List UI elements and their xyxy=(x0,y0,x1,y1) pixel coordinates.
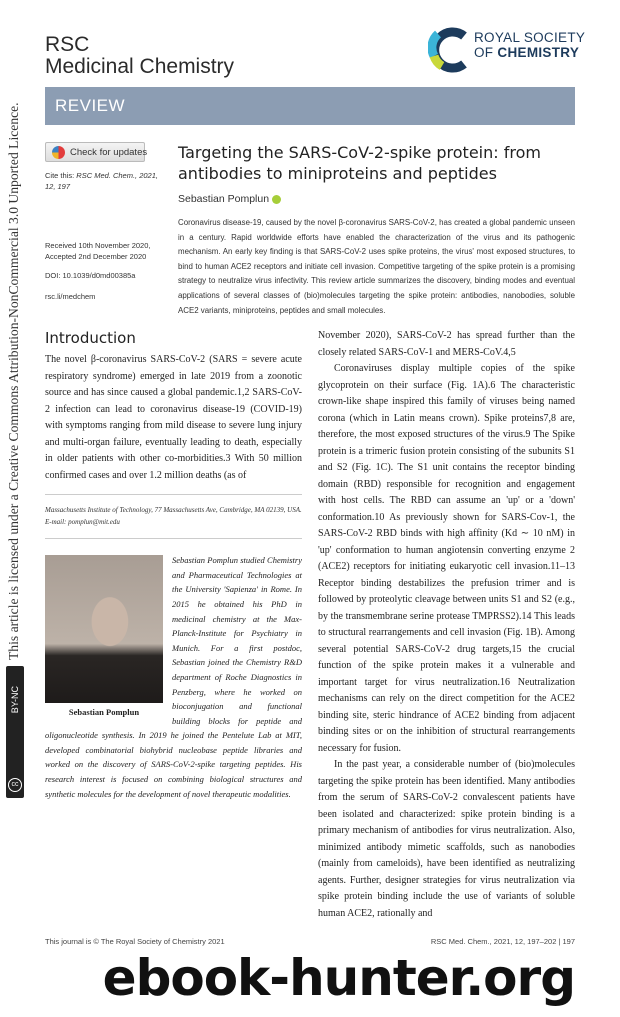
photo-caption: Sebastian Pomplun xyxy=(68,707,140,718)
footer-copyright: This journal is © The Royal Society of Chemistry 2021 xyxy=(45,937,225,947)
updates-icon xyxy=(52,146,65,159)
check-updates-label: Check for updates xyxy=(70,147,148,158)
publisher-line1: ROYAL SOCIETY xyxy=(474,30,586,45)
divider xyxy=(45,538,302,539)
author-bio-continued: he joined the Pentelute Lab at MIT, developed combinatorial biohybrid nucleobase peptide libraries and worked on the discovery of SARS-CoV-2-spike targeting peptides. His research interest is focused on combining biological structures and synthetic molecules for the development of novel therapeutic modalities. xyxy=(45,730,302,799)
publisher-line2: CHEMISTRY xyxy=(497,45,580,60)
cc-icon: cc xyxy=(8,778,22,792)
author-bio-block xyxy=(45,553,302,801)
citation xyxy=(45,170,170,192)
page-footer xyxy=(45,936,575,947)
footer-citation: RSC Med. Chem., 2021, 12, 197–202 | 197 xyxy=(430,937,575,947)
paragraph: The novel β-coronavirus SARS-CoV-2 (SARS = severe acute respiratory syndrome) emerged in late 2019 from a zoonotic source and has since caused a global pandemic.1,2 SARS-CoV-2 infection can lead to coronavirus disease-19 (COVID-19) with symptoms ranging from mild disease to severe lung injury and multi-organ failure, eventually leading to death, especially in older patients with other co-morbidities.3 With 50 million confirmed cases and over 1.2 million deaths (as of xyxy=(45,354,302,481)
license-text[interactable]: This article is licensed under a Creative Commons Attribution-NonCommercial 3.0 Unported Licence. xyxy=(6,102,21,660)
watermark: ebook-hunter.org xyxy=(102,949,575,1008)
orcid-icon[interactable] xyxy=(272,195,281,204)
rsc-logo-icon xyxy=(428,26,470,74)
page-header xyxy=(45,0,586,87)
dates xyxy=(45,240,170,262)
section-banner: REVIEW xyxy=(45,87,575,125)
abstract: Coronavirus disease-19, caused by the novel β-coronavirus SARS-CoV-2, has created a global pandemic unseen in a century. Rapid worldwide efforts have enabled the characterization of the virus and its pathogenic mechanism. An early key finding is that SARS-CoV-2 uses spike proteins, the virus' most exposed structures, to bind to human ACE2 receptors and initiate cell invasion. Competitive targeting of the spike protein is a promising strategy to neutralize virus infectivity. This review article summarizes the discovery, binding modes and eventual applications of several classes of (bio)molecules targeting the spike protein: antibodies, nanobodies, soluble ACE2 variants, miniproteins, peptides and small molecules. xyxy=(178,218,575,315)
body-column-right xyxy=(318,328,575,922)
paragraph: Coronaviruses display multiple copies of the spike glycoprotein on their surface (Fig. 1A).6 The characteristic crown-like shape inspired this family of viruses being named corona (which in Latin means crown). Spike proteins7,8 are, therefore, the most exposed structures of the virus.9 The Spike protein is a trimeric fusion protein consisting of the subunits S1 and S2 (Fig. 1C). The S1 unit contains the receptor binding domain (RBD) responsible for recognition and engagement with host cells. The RBD can assume an 'up' or a 'down' conformation.10 As previously shown for SARS-Cov-1, the SARS-CoV-2 RBD binds with high affinity (Kd ∼ 10 nM) in 'up' conformation to human angiotensin converting enzyme 2 (ACE2) receptors for initiating eukaryotic cell invasion.11–13 Receptor binding destabilizes the prefusion trimer and is followed by proteolytic cleavage between units S1 and S2 (e.g., by the transmembrane serine protease TMPRSS2).14 This leads to structural rearrangements and cell invasion (Fig. 1B). Among several potential SARS-CoV-2 drug targets,15 the crucial function of the spike protein makes it a vulnerable and important target for virus neutralization.16 Neutralization mechanisms can rely on the direct competition for the ACE2 binding site, steric hindrance of ACE2 binding from adjacent binding sites or on the inhibition of structural rearrangements necessary for fusion. xyxy=(318,363,575,754)
body-column-left xyxy=(45,328,302,922)
paragraph: In the past year, a considerable number of (bio)molecules targeting the spike protein has been identified. Many antibodies from the serum of SARS-CoV-2 convalescent patients have been isolated and characterized: spike protein binding is a primary mechanism of antibodies for virus neutralization. Also, minimized antibody mimetic scaffolds, such as nanobodies (mainly from cameloids), have been identified as neutralizing agents. Further, designer strategies for virus neutralization via spike protein binding include the use of variants of soluble human ACE2, rationally and xyxy=(318,759,575,919)
journal-name xyxy=(45,34,234,78)
divider xyxy=(45,494,302,495)
author xyxy=(178,192,575,206)
article-title: Targeting the SARS-CoV-2-spike protein: from antibodies to miniproteins and peptides xyxy=(178,143,541,183)
article-main-header xyxy=(178,142,575,318)
rsc-logo xyxy=(428,26,588,76)
author-bio: Sebastian Pomplun studied Chemistry and Pharmaceutical Technologies at the University 'Sapienza' in Rome. In 2015 he obtained his PhD in medicinal chemistry at the Max-Planck-Institute for Psychiatry in Munich. For a first postdoc, Sebastian joined the Chemistry R&D department of Roche Diagnostics in Penzberg, where he worked on bioconjugation and functional building blocks for peptide and oligonucleotide synthesis. In 2019 xyxy=(45,555,302,741)
received-date: Received 10th November 2020, xyxy=(45,241,151,250)
article-sidebar xyxy=(45,142,170,318)
cite-label: Cite this: xyxy=(45,171,75,180)
journal-link[interactable]: rsc.li/medchem xyxy=(45,292,96,301)
article-header xyxy=(45,142,575,318)
journal-name-line2: Medicinal Chemistry xyxy=(45,55,235,78)
introduction-heading: Introduction xyxy=(45,329,136,348)
doi[interactable]: DOI: 10.1039/d0md00385a xyxy=(45,271,136,280)
cc-badge-text: BY-NC xyxy=(10,686,20,714)
author-photo xyxy=(45,555,163,703)
accepted-date: Accepted 2nd December 2020 xyxy=(45,252,147,261)
affiliation: Massachusetts Institute of Technology, 77 Massachusetts Ave, Cambridge, MA 02139, USA. E-mail: pomplun@mit.edu xyxy=(45,506,302,526)
publisher-of: OF xyxy=(474,45,494,60)
article-body xyxy=(45,328,575,922)
check-for-updates-button[interactable] xyxy=(45,142,148,162)
author-name[interactable]: Sebastian Pomplun xyxy=(178,193,270,205)
cc-license-badge[interactable] xyxy=(6,666,24,798)
cite-value: RSC Med. Chem., 2021, 12, 197 xyxy=(45,171,158,191)
journal-name-line1: RSC xyxy=(45,33,90,56)
author-photo-block xyxy=(45,555,163,719)
paragraph: November 2020), SARS-CoV-2 has spread further than the closely related SARS-CoV-1 and MERS-CoV.4,5 xyxy=(318,330,575,358)
